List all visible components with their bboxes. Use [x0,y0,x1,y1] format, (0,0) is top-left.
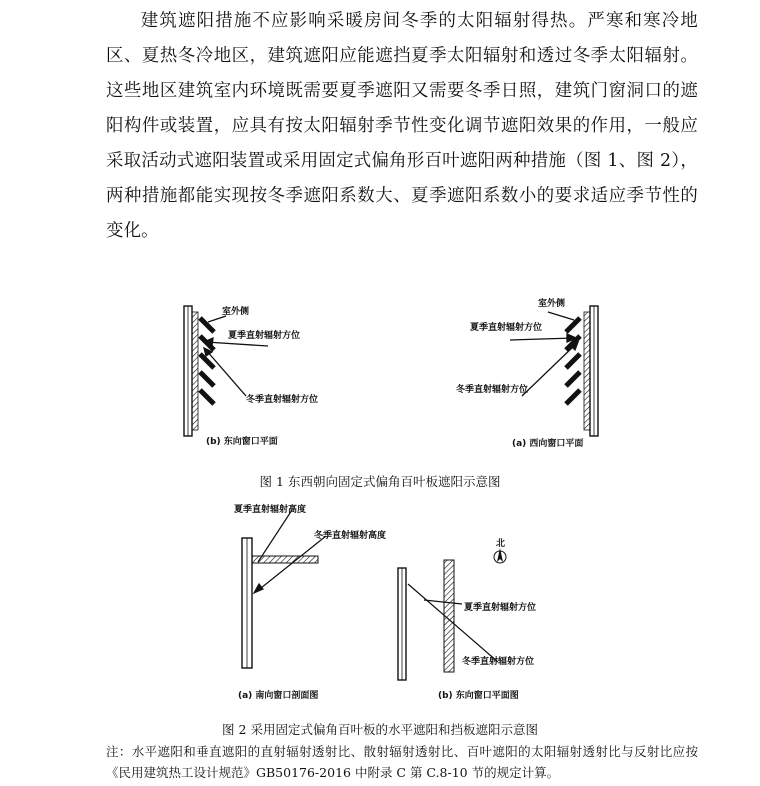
fig1-right-sublabel: (a) 西向窗口平面 [512,439,584,449]
fig1-left-sublabel: (b) 东向窗口平面 [206,437,278,447]
fig1-right-louvers [566,318,580,404]
figure-1-caption: 图 1 东西朝向固定式偏角百叶板遮阳示意图 [259,474,501,489]
fig1-left-window-wall [184,306,198,436]
fig2-north-label: 北 [496,539,506,549]
fig2-right-wall [398,568,406,680]
fig2-right-winter-label: 冬季直射辐射方位 [462,657,535,667]
note-paragraph: 注：水平遮阳和垂直遮阳的直射辐射透射比、散射辐射透射比、百叶遮阳的太阳辐射透射比与反射比应按《民用建筑热工设计规范》GB50176-2016 中附录 C 第 C.8-10 节的规定计算。 [106,744,698,780]
fig1-left-summer-label: 夏季直射辐射方位 [228,331,301,341]
fig2-left-sublabel: (a) 南向窗口剖面图 [238,691,319,701]
fig2-left-summer-label: 夏季直射辐射高度 [234,505,307,515]
fig1-right-summer-label: 夏季直射辐射方位 [470,323,543,333]
figure-2-caption: 图 2 采用固定式偏角百叶板的水平遮阳和挡板遮阳示意图 [222,722,538,737]
fig2-right-sublabel: (b) 东向窗口平面图 [438,691,519,701]
fig2-left-rays [254,510,326,593]
fig2-left-winter-label: 冬季直射辐射高度 [314,531,387,541]
north-arrow-icon [494,548,506,563]
body-paragraph: 建筑遮阳措施不应影响采暖房间冬季的太阳辐射得热。严寒和寒冷地区、夏热冬冷地区，建筑遮阳应能遮挡夏季太阳辐射和透过冬季太阳辐射。这些地区建筑室内环境既需要夏季遮阳又需要冬季日照，建筑门窗洞口的遮阳构件或装置，应具有按太阳辐射季节性变化调节遮阳效果的作用，一般应采取活动式遮阳装置或采用固定式偏角形百叶遮阳两种措施（图 1、图 2），两种措施都能实现按冬季遮阳系数大、夏季遮阳系数小的要求适应季节性的变化。 [106,11,698,241]
fig1-left-louvers [200,318,214,404]
fig2-right-summer-label: 夏季直射辐射方位 [464,603,537,613]
fig1-right-outdoor-label: 室外侧 [538,299,566,309]
fig1-right-window-wall [584,306,598,436]
fig1-left-outdoor-label: 室外侧 [222,307,250,317]
fig2-left-wall [242,538,252,668]
fig1-left-winter-label: 冬季直射辐射方位 [246,395,319,405]
fig1-right-winter-label: 冬季直射辐射方位 [456,385,529,395]
